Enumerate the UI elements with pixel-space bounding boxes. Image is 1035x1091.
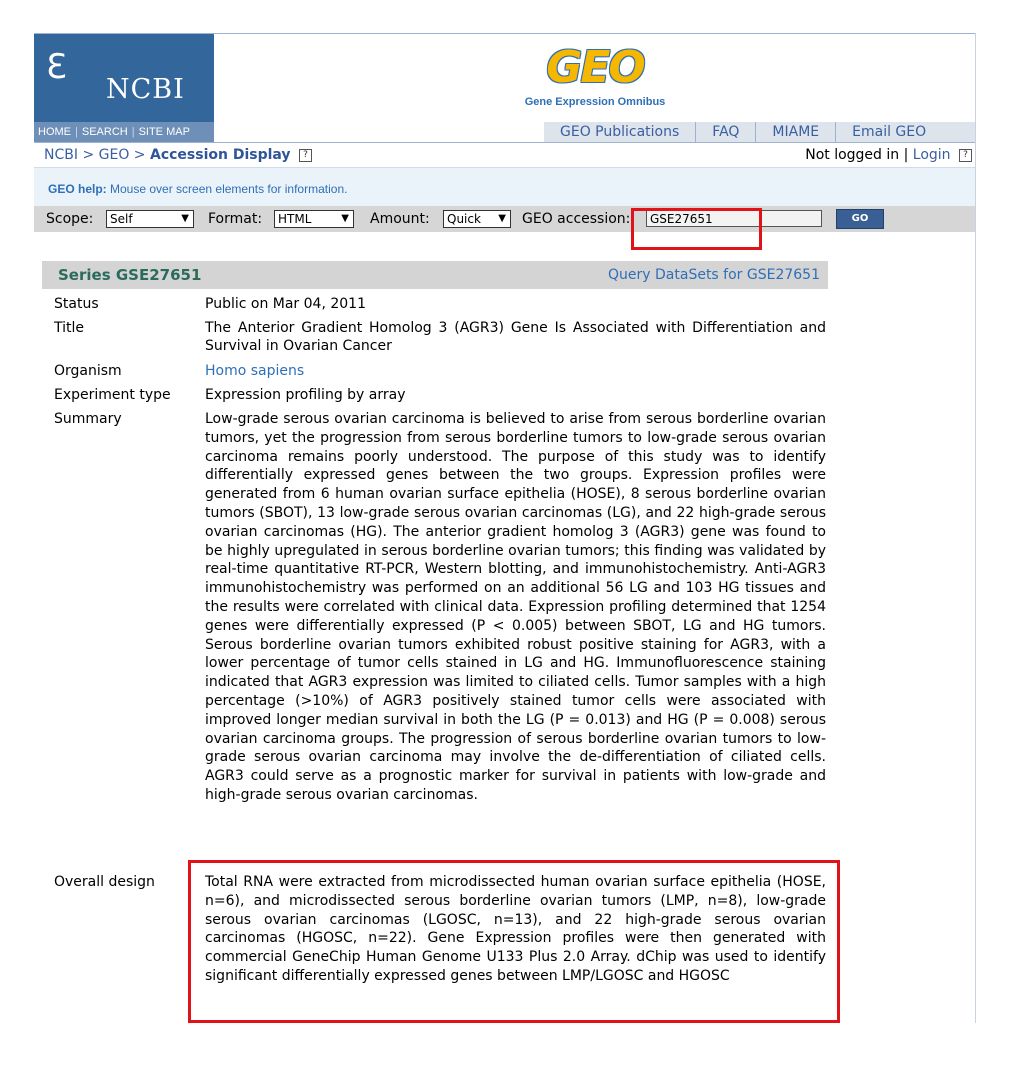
- breadcrumb-current: Accession Display: [149, 147, 291, 163]
- amount-select-wrap: [443, 206, 511, 232]
- amount-select-value: Quick: [447, 212, 481, 226]
- ncbi-logo[interactable]: [34, 34, 214, 122]
- amount-select[interactable]: [443, 210, 511, 228]
- login-help-question-icon[interactable]: ?: [959, 149, 972, 162]
- geo-help-label: GEO help:: [48, 182, 107, 196]
- login-link[interactable]: Login: [912, 147, 951, 163]
- query-datasets-link[interactable]: Query DataSets for GSE27651: [608, 267, 820, 283]
- breadcrumb-ncbi[interactable]: NCBI: [44, 147, 78, 163]
- geo-help-text: Mouse over screen elements for information.: [110, 182, 348, 196]
- scope-select-value: Self: [110, 212, 133, 226]
- geo-nav: [544, 122, 976, 142]
- breadcrumb-separator: >: [82, 147, 95, 163]
- format-label: Format:: [208, 211, 263, 227]
- login-area: [805, 143, 972, 167]
- title-label: Title: [54, 320, 85, 336]
- overall-design-value: Total RNA were extracted from microdissected human ovarian surface epithelia (HOSE, n=6), and microdissected serous borderline ovarian tumors (LMP, n=8), low-grade serous ovarian carcinomas (LGOSC, n=13), and 22 high-grade serous ovarian carcinomas (HGOSC, n=22). Gene Expression profiles were then generated with commercial GeneChip Human Genome U133 Plus 2.0 Array. dChip was used to identify significant differentially expressed genes between LMP/LGOSC and HGOSC: [205, 874, 826, 984]
- login-status: Not logged in: [805, 147, 900, 163]
- nav-home-link[interactable]: HOME: [38, 126, 71, 138]
- query-toolbar: [34, 206, 976, 232]
- accession-label: GEO accession:: [522, 211, 631, 227]
- geo-logo-text: GEO: [546, 42, 644, 93]
- overall-design-label: Overall design: [54, 874, 155, 890]
- help-question-icon[interactable]: ?: [299, 149, 312, 162]
- nav-bar: [34, 122, 976, 143]
- format-select-wrap: [274, 206, 354, 232]
- nav-email-geo[interactable]: Email GEO: [835, 122, 942, 142]
- experiment-type-label: Experiment type: [54, 387, 171, 403]
- amount-label: Amount:: [370, 211, 430, 227]
- breadcrumb-geo[interactable]: GEO: [98, 147, 130, 163]
- geo-help-bar: [34, 167, 976, 206]
- go-button[interactable]: GO: [836, 209, 884, 229]
- chevron-down-icon: ▼: [181, 213, 189, 224]
- experiment-type-value: Expression profiling by array: [205, 387, 406, 403]
- nav-faq[interactable]: FAQ: [695, 122, 755, 142]
- geo-page: [34, 33, 976, 232]
- right-border: [975, 33, 976, 1023]
- format-select[interactable]: [274, 210, 354, 228]
- geo-logo[interactable]: [510, 38, 680, 118]
- ncbi-logo-text: NCBI: [106, 74, 185, 105]
- ncbi-nav: [34, 122, 214, 142]
- organism-link[interactable]: Homo sapiens: [205, 363, 305, 379]
- nav-miame[interactable]: MIAME: [755, 122, 835, 142]
- breadcrumb: [44, 143, 312, 167]
- chevron-down-icon: ▼: [498, 213, 506, 224]
- accession-input[interactable]: GSE27651: [646, 210, 822, 227]
- dna-helix-icon: ℇ: [46, 47, 67, 87]
- organism-label: Organism: [54, 363, 122, 379]
- accession-highlight-box: [631, 208, 762, 250]
- scope-label: Scope:: [46, 211, 94, 227]
- nav-geo-publications[interactable]: GEO Publications: [560, 124, 680, 140]
- geo-subtitle: Gene Expression Omnibus: [524, 96, 666, 108]
- nav-sitemap-link[interactable]: SITE MAP: [138, 126, 190, 138]
- summary-value: Low-grade serous ovarian carcinoma is believed to arise from serous borderline ovarian tumors, yet the progression from serous borderline tumors to low-grade serous ovarian carcinoma remains poorly understood. The purpose of this study was to identify differentially expressed genes between the two groups. Expression profiles were generated from 6 human ovarian surface epithelia (HOSE), 8 serous borderline ovarian tumors (SBOT), 13 low-grade serous ovarian carcinomas (LG), and 22 high-grade serous ovarian carcinomas (HG). The anterior gradient homolog 3 (AGR3) gene was found to be highly upregulated in serous borderline ovarian tumors; this finding was validated by real-time quantitative RT-PCR, Western blotting, and immunohistochemistry. Anti-AGR3 immunohistochemistry was performed on an additional 56 LG and 103 HG tissues and the results were correlated with clinical data. Expression profiling determined that 1254 genes were differentially expressed (P < 0.005) between SBOT, LG and HG tumors. Serous borderline ovarian tumors exhibited robust positive staining for AGR3, with a lower percentage of tumor cells stained in LG and HG. Immunofluorescence staining indicated that AGR3 expression was limited to ciliated cells. Tumor samples with a high percentage (>10%) of AGR3 positively stained tumor cells were associated with improved longer median survival in both the LG (P = 0.013) and HG (P = 0.008) serous ovarian carcinoma groups. The progression of serous borderline ovarian tumors to low-grade serous ovarian carcinoma may involve the de-differentiation of ciliated cells. AGR3 could serve as a prognostic marker for survival in patients with low-grade and high-grade serous ovarian carcinomas.: [205, 411, 826, 803]
- title-value: The Anterior Gradient Homolog 3 (AGR3) Gene Is Associated with Differentiation and Survival in Ovarian Cancer: [205, 320, 826, 354]
- format-select-value: HTML: [278, 212, 312, 226]
- series-header: [42, 261, 828, 289]
- page-header: [34, 33, 976, 122]
- summary-label: Summary: [54, 411, 122, 427]
- breadcrumb-row: [34, 143, 976, 167]
- overall-design-highlight-box: [188, 860, 840, 1023]
- breadcrumb-separator: >: [133, 147, 146, 163]
- chevron-down-icon: ▼: [341, 213, 349, 224]
- scope-select[interactable]: [106, 210, 194, 228]
- nav-separator: |: [131, 126, 135, 138]
- nav-search-link[interactable]: SEARCH: [81, 126, 128, 138]
- scope-select-wrap: [106, 206, 194, 232]
- nav-separator: |: [75, 126, 78, 138]
- login-separator: |: [903, 147, 909, 163]
- status-label: Status: [54, 296, 99, 312]
- series-title: Series GSE27651: [58, 266, 202, 284]
- status-value: Public on Mar 04, 2011: [205, 296, 366, 312]
